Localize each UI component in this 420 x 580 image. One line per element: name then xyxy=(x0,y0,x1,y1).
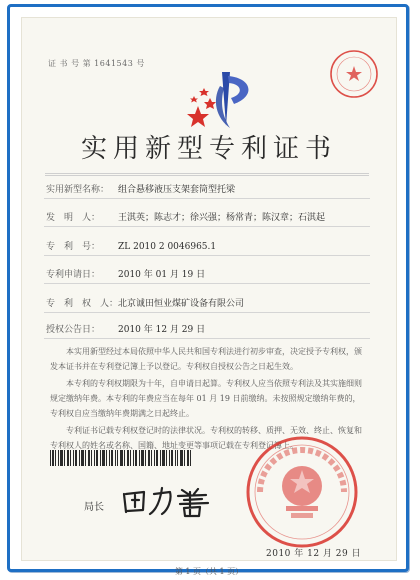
field-label: 授权公告日： xyxy=(46,325,101,335)
row-divider xyxy=(44,226,370,227)
small-seal-icon xyxy=(328,48,380,100)
body-paragraph: 专利证书记载专利权登记时的法律状况。专利权的转移、质押、无效、终止、恢复和专利权人的姓名或名称、国籍、地址变更等事项记载在专利登记簿上。 xyxy=(50,426,362,450)
director-signature-icon xyxy=(118,480,218,520)
field-grant-date xyxy=(46,322,205,335)
field-label: 发 明 人： xyxy=(46,213,101,223)
field-filing-date xyxy=(46,267,205,280)
row-divider xyxy=(44,255,370,256)
row-divider xyxy=(44,312,370,313)
field-value: 组合悬移液压支架套筒型托梁 xyxy=(118,185,236,195)
seal-date: 2010 年 12 月 29 日 xyxy=(266,549,362,559)
field-value: 北京诚田恒业煤矿设备有限公司 xyxy=(118,299,245,309)
field-label: 专 利 号： xyxy=(46,242,101,252)
field-value: 2010 年 12 月 29 日 xyxy=(118,325,206,335)
field-utility-model-name xyxy=(46,182,235,195)
field-value: ZL 2010 2 0046965.1 xyxy=(118,242,217,252)
row-divider xyxy=(44,283,370,284)
page-number: 第 1 页（共 1 页） xyxy=(174,567,244,576)
patent-office-logo-icon xyxy=(182,66,272,134)
row-divider xyxy=(44,338,370,339)
certificate-title: 实用新型专利证书 xyxy=(80,134,337,164)
body-paragraph: 本专利的专利权期限为十年，自申请日起算。专利权人应当依照专利法及其实施细则规定缴纳年费。本专利的年费应当在每年 01 月 19 日前缴纳。未按照规定缴纳年费的，专利权自应当缴纳年费期满之日起终止。 xyxy=(50,379,362,418)
official-seal-icon xyxy=(244,434,360,550)
field-value: 王淇英；陈志才；徐兴强；杨常青；陈汉章；石淇起 xyxy=(118,213,326,223)
certificate-paper xyxy=(21,17,397,576)
certificate-frame xyxy=(7,4,409,576)
body-paragraph: 本实用新型经过本局依照中华人民共和国专利法进行初步审查，决定授予专利权，颁发本证书并在专利登记簿上予以登记。专利权自授权公告之日起生效。 xyxy=(50,347,362,371)
field-value: 2010 年 01 月 19 日 xyxy=(118,270,206,280)
title-rule xyxy=(45,173,369,174)
director-label: 局长 xyxy=(84,502,104,513)
field-label: 专 利 权 人： xyxy=(46,299,119,309)
barcode-icon xyxy=(50,450,192,466)
title-rule xyxy=(45,175,369,176)
field-inventors xyxy=(46,210,325,223)
field-patent-number xyxy=(46,239,216,252)
field-label: 实用新型名称： xyxy=(46,185,110,195)
certificate-number: 证 书 号 第 1641543 号 xyxy=(48,59,145,68)
field-label: 专利申请日： xyxy=(46,270,101,280)
field-patentee xyxy=(46,296,244,309)
row-divider xyxy=(44,198,370,199)
